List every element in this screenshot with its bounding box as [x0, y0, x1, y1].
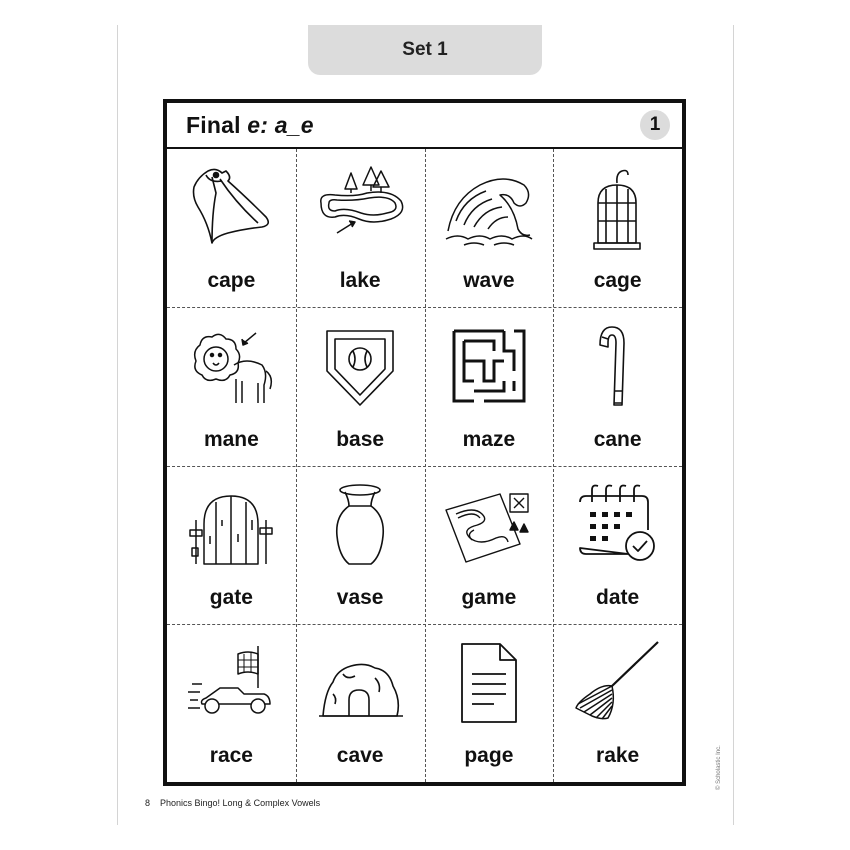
page-number: 8: [145, 798, 151, 808]
bingo-cell-rake[interactable]: [553, 624, 682, 782]
cave-icon: [315, 638, 405, 728]
card-number-badge: 1: [640, 110, 670, 140]
cell-word: base: [336, 427, 385, 451]
bingo-cell-maze[interactable]: [425, 307, 554, 465]
bingo-cell-lake[interactable]: [296, 149, 425, 307]
cell-word: date: [596, 585, 640, 609]
copyright-notice: © Scholastic Inc.: [716, 745, 722, 790]
cell-word: wave: [463, 269, 515, 293]
cell-word: maze: [462, 427, 516, 451]
grid-line: [167, 466, 682, 467]
cell-word: gate: [209, 585, 253, 609]
cell-word: cape: [207, 269, 256, 293]
cell-word: race: [209, 744, 253, 767]
race-car-icon: [186, 638, 276, 728]
bingo-cell-gate[interactable]: [167, 466, 296, 624]
bingo-cell-cage[interactable]: [553, 149, 682, 307]
cage-icon: [572, 163, 662, 253]
bingo-cell-page[interactable]: [425, 624, 554, 782]
set-tab: [308, 25, 542, 75]
baseball-base-icon: [315, 321, 405, 411]
wave-icon: [444, 163, 534, 253]
cell-word: cane: [593, 427, 642, 451]
lake-icon: [315, 163, 405, 253]
grid-line: [167, 624, 682, 625]
bingo-cell-game[interactable]: [425, 466, 554, 624]
bingo-cell-cane[interactable]: [553, 307, 682, 465]
board-game-icon: [444, 480, 534, 570]
bingo-cell-cape[interactable]: [167, 149, 296, 307]
grid-line: [167, 307, 682, 308]
page-edge-left: [117, 25, 118, 825]
cane-icon: [572, 321, 662, 411]
cape-icon: [186, 163, 276, 253]
bingo-cell-base[interactable]: [296, 307, 425, 465]
page-footer: [145, 798, 320, 808]
book-title: Phonics Bingo! Long & Complex Vowels: [160, 798, 321, 808]
lion-mane-icon: [186, 321, 276, 411]
cell-word: cage: [593, 269, 642, 293]
cell-word: mane: [203, 427, 259, 451]
maze-icon: [444, 321, 534, 411]
cell-word: vase: [336, 585, 384, 609]
bingo-cell-cave[interactable]: [296, 624, 425, 782]
calendar-icon: [572, 480, 662, 570]
cell-word: rake: [596, 744, 640, 767]
bingo-cell-date[interactable]: [553, 466, 682, 624]
vase-icon: [315, 480, 405, 570]
card-header: [167, 103, 682, 149]
card-title: Final e: a_e: [186, 112, 314, 138]
page-icon: [444, 638, 534, 728]
gate-icon: [186, 480, 276, 570]
cell-word: game: [461, 585, 517, 609]
cell-word: cave: [336, 744, 384, 767]
bingo-cell-wave[interactable]: [425, 149, 554, 307]
bingo-cell-vase[interactable]: [296, 466, 425, 624]
bingo-cell-mane[interactable]: [167, 307, 296, 465]
cell-word: page: [464, 744, 514, 767]
cell-word: lake: [339, 269, 381, 293]
rake-icon: [572, 638, 662, 728]
page-edge-right: [733, 25, 734, 825]
bingo-cell-race[interactable]: [167, 624, 296, 782]
bingo-card: [163, 99, 686, 786]
set-label: Set 1: [402, 39, 448, 60]
